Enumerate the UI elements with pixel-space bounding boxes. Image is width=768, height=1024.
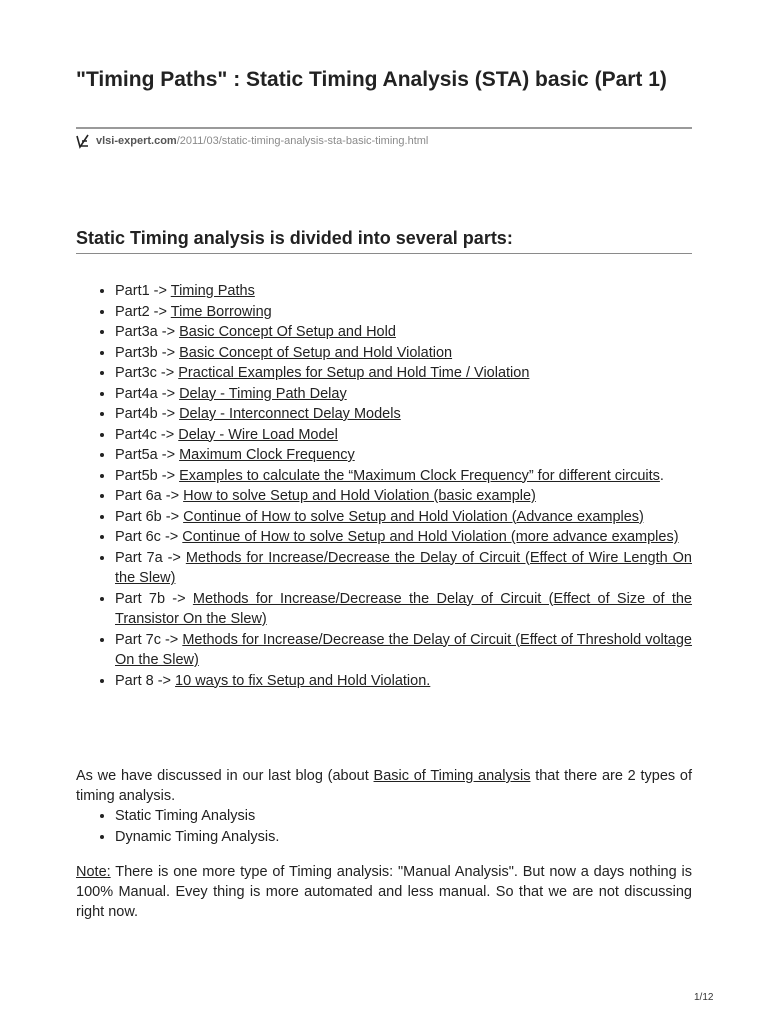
list-item xyxy=(115,548,692,589)
part-link[interactable]: Practical Examples for Setup and Hold Time / Violation xyxy=(178,365,530,381)
part-link[interactable]: Methods for Increase/Decrease the Delay of Circuit (Effect of Size of the Transistor On the Slew) xyxy=(115,590,692,627)
note-text: There is one more type of Timing analysis: "Manual Analysis". But now a days nothing is 100% Manual. Evey thing is more automated and less manual. So that we are not discussing right now. xyxy=(76,864,692,920)
part-link[interactable]: Delay - Interconnect Delay Models xyxy=(179,406,401,422)
part-link[interactable]: How to solve Setup and Hold Violation (basic example) xyxy=(183,488,536,504)
note-paragraph xyxy=(76,862,692,922)
part-label: Part4b -> xyxy=(115,406,180,422)
part-label: Part 7b -> xyxy=(115,590,193,607)
intro-paragraph xyxy=(76,766,692,806)
part-label: Part1 -> xyxy=(115,283,171,299)
part-link[interactable]: Delay - Wire Load Model xyxy=(178,426,338,443)
list-item xyxy=(115,671,692,692)
page-title: "Timing Paths" : Static Timing Analysis (STA) basic (Part 1) xyxy=(76,68,667,91)
list-item xyxy=(115,281,692,302)
list-item xyxy=(115,527,692,548)
part-label: Part 6a -> xyxy=(115,488,184,504)
list-item xyxy=(115,630,692,671)
list-item xyxy=(115,466,692,487)
page-number: 1/12 xyxy=(694,992,714,1003)
part-link[interactable]: Time Borrowing xyxy=(170,303,272,320)
part-label: Part4c -> xyxy=(115,426,179,443)
title-divider xyxy=(76,127,692,129)
parts-list xyxy=(76,281,692,691)
part-label: Part 6b -> xyxy=(115,508,184,525)
list-item xyxy=(115,507,692,528)
part-label: Part5b -> xyxy=(115,467,180,484)
source-domain[interactable]: vlsi-expert.com xyxy=(96,135,177,147)
part-label: Part3a -> xyxy=(115,324,180,340)
part-label: Part5a -> xyxy=(115,447,180,463)
source-line xyxy=(76,132,428,150)
vlsi-expert-logo-icon xyxy=(76,133,92,149)
list-item xyxy=(115,363,692,384)
part-label: Part 8 -> xyxy=(115,672,176,689)
list-item xyxy=(115,384,692,405)
part-label: Part 6c -> xyxy=(115,529,183,545)
part-label: Part 7a -> xyxy=(115,549,186,566)
part-link[interactable]: Basic Concept of Setup and Hold Violation xyxy=(179,344,453,361)
part-link[interactable]: Maximum Clock Frequency xyxy=(179,447,355,463)
part-link[interactable]: Basic Concept Of Setup and Hold xyxy=(179,324,396,340)
source-path[interactable]: /2011/03/static-timing-analysis-sta-basic-timing.html xyxy=(176,135,429,147)
list-item xyxy=(115,589,692,630)
part-suffix: . xyxy=(659,467,664,484)
list-item xyxy=(115,343,692,364)
part-label: Part2 -> xyxy=(115,303,171,320)
part-label: Part3b -> xyxy=(115,344,180,361)
list-item: • Static Timing Analysis xyxy=(115,806,692,827)
list-item xyxy=(115,404,692,425)
intro-text-after: that there are 2 types of timing analysis. xyxy=(76,768,692,804)
timing-analysis-types-list xyxy=(76,806,692,847)
part-link[interactable]: Methods for Increase/Decrease the Delay of Circuit (Effect of Wire Length On the Slew) xyxy=(115,549,692,586)
intro-text-before: As we have discussed in our last blog (about xyxy=(76,768,374,784)
part-label: Part3c -> xyxy=(115,365,179,381)
list-item xyxy=(115,302,692,323)
part-label: Part 7c -> xyxy=(115,631,183,648)
part-link[interactable]: Examples to calculate the “Maximum Clock Frequency” for different circuits xyxy=(179,467,660,484)
section-divider xyxy=(76,253,692,254)
part-link[interactable]: 10 ways to fix Setup and Hold Violation. xyxy=(175,672,431,689)
list-item xyxy=(115,486,692,507)
list-item xyxy=(115,322,692,343)
list-item: • Dynamic Timing Analysis. xyxy=(115,827,692,848)
section-heading: Static Timing analysis is divided into several parts: xyxy=(76,228,513,248)
part-link[interactable]: Continue of How to solve Setup and Hold Violation (Advance examples) xyxy=(183,508,644,525)
basic-timing-analysis-link[interactable]: Basic of Timing analysis xyxy=(373,768,531,784)
part-link[interactable]: Delay - Timing Path Delay xyxy=(179,385,347,402)
list-item xyxy=(115,425,692,446)
part-link[interactable]: Continue of How to solve Setup and Hold Violation (more advance examples) xyxy=(182,529,679,545)
part-label: Part4a -> xyxy=(115,385,180,402)
list-item xyxy=(115,445,692,466)
note-label: Note: xyxy=(76,864,111,880)
part-link[interactable]: Timing Paths xyxy=(170,283,255,299)
part-link[interactable]: Methods for Increase/Decrease the Delay of Circuit (Effect of Threshold voltage On the Slew) xyxy=(115,631,692,668)
